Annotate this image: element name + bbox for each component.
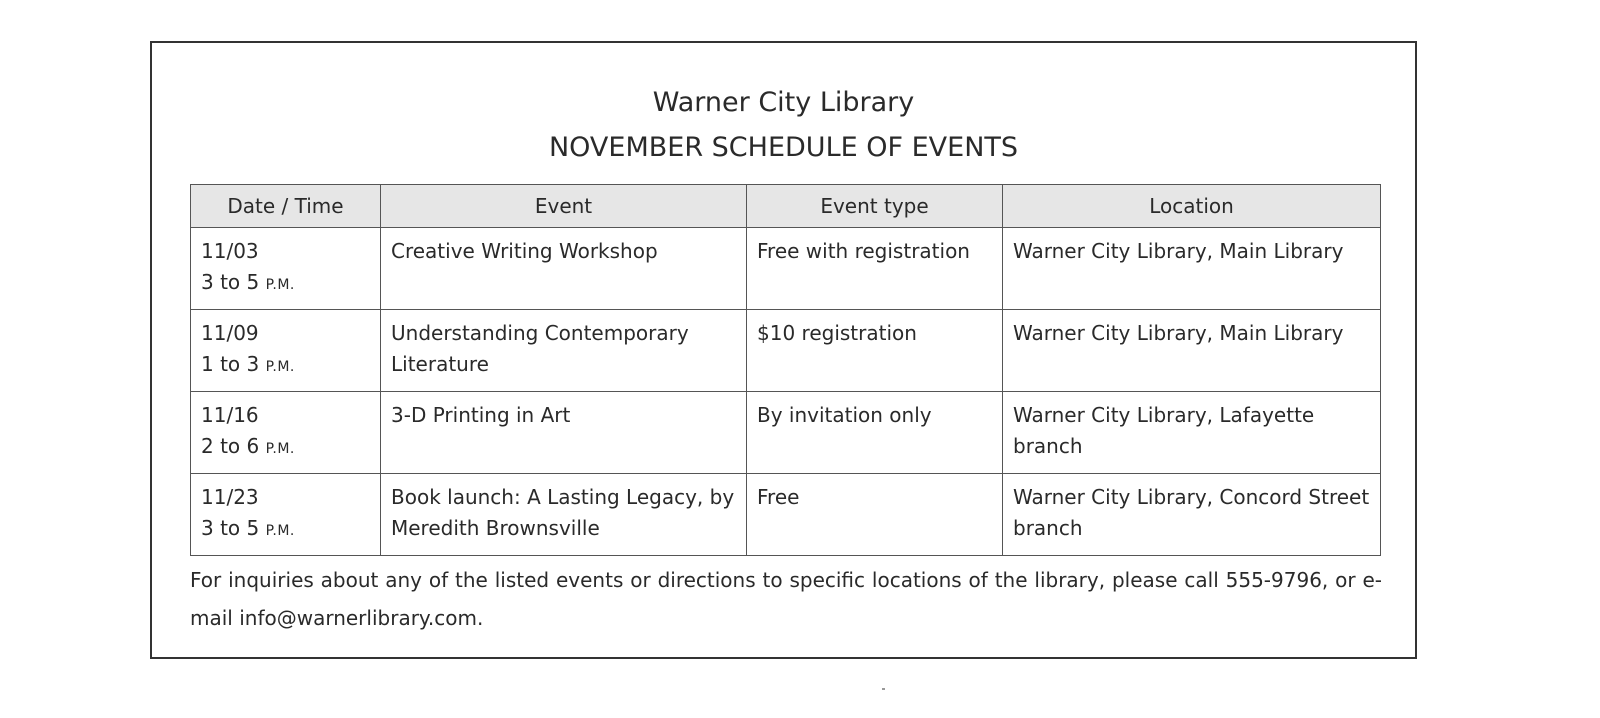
time-suffix: P.M. [265, 359, 295, 375]
cell-event-type: By invitation only [747, 392, 1003, 474]
schedule-heading: NOVEMBER SCHEDULE OF EVENTS [548, 132, 1019, 163]
time-suffix: P.M. [265, 277, 295, 293]
cell-location: Warner City Library, Lafayette branch [1003, 392, 1381, 474]
time-suffix: P.M. [265, 523, 295, 539]
library-name: Warner City Library [652, 87, 915, 118]
cell-event-type: Free [747, 474, 1003, 556]
table-row [191, 310, 1381, 392]
cell-event-type: $10 registration [747, 310, 1003, 392]
table-row [191, 392, 1381, 474]
time-suffix: P.M. [265, 441, 295, 457]
scan-speck [882, 688, 885, 690]
cell-event: 3-D Printing in Art [381, 392, 747, 474]
table-row [191, 228, 1381, 310]
cell-location: Warner City Library, Main Library [1003, 310, 1381, 392]
event-time: 2 to 6 [201, 434, 260, 458]
cell-date-time [191, 474, 381, 556]
event-notice [150, 41, 1417, 659]
cell-location: Warner City Library, Main Library [1003, 228, 1381, 310]
cell-date-time [191, 310, 381, 392]
header-location: Location [1003, 185, 1381, 228]
event-date: 11/03 [201, 239, 259, 263]
event-time-line [201, 431, 370, 465]
header-event: Event [381, 185, 747, 228]
contact-info: For inquiries about any of the listed events or directions to specific locations of the library, please call 555-9796, or e-mail info@warnerlibrary.com. [190, 568, 1382, 630]
table-header-row [191, 185, 1381, 228]
event-time-line [201, 513, 370, 547]
cell-event: Book launch: A Lasting Legacy, by Meredith Brownsville [381, 474, 747, 556]
event-time: 3 to 5 [201, 516, 260, 540]
cell-location: Warner City Library, Concord Street branch [1003, 474, 1381, 556]
event-time-line [201, 349, 370, 383]
event-date: 11/09 [201, 321, 259, 345]
header-event-type: Event type [747, 185, 1003, 228]
event-time: 3 to 5 [201, 270, 260, 294]
event-time: 1 to 3 [201, 352, 260, 376]
table-row [191, 474, 1381, 556]
event-time-line [201, 267, 370, 301]
cell-date-time [191, 392, 381, 474]
events-table [190, 184, 1381, 556]
event-date: 11/16 [201, 403, 259, 427]
event-date: 11/23 [201, 485, 259, 509]
cell-date-time [191, 228, 381, 310]
cell-event: Understanding Contemporary Literature [381, 310, 747, 392]
cell-event-type: Free with registration [747, 228, 1003, 310]
header-date-time: Date / Time [191, 185, 381, 228]
cell-event: Creative Writing Workshop [381, 228, 747, 310]
